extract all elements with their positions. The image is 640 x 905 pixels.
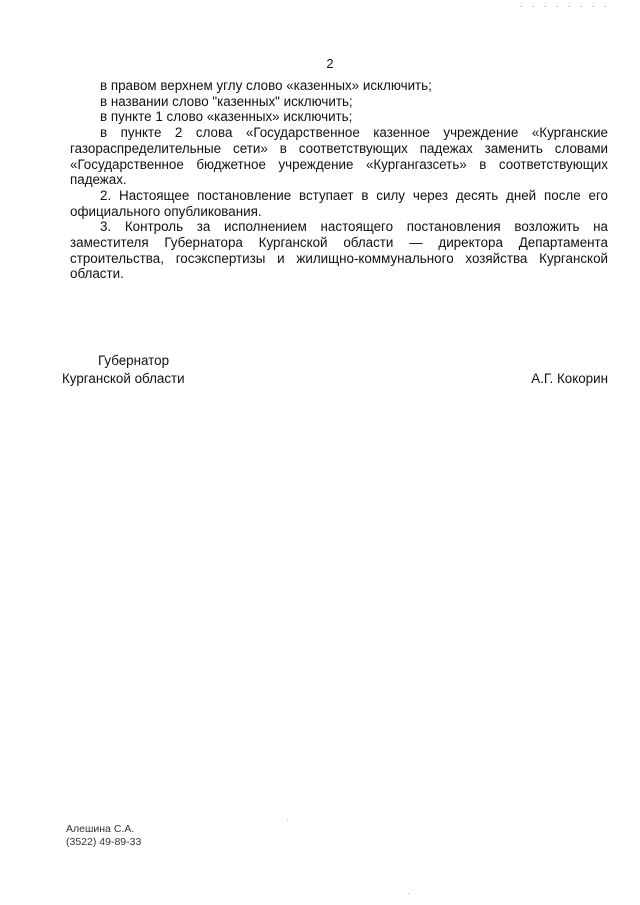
executor-footer bbox=[66, 823, 141, 849]
signatory-title-line-2: Курганской области bbox=[62, 371, 185, 386]
executor-phone: (3522) 49-89-33 bbox=[66, 836, 142, 848]
page-number: 2 bbox=[326, 56, 334, 71]
scan-artifact bbox=[520, 6, 610, 7]
paragraph-amend-top-corner: в правом верхнем углу слово «казенных» исключить; bbox=[100, 78, 432, 93]
paragraph-amend-title: в названии слово "казенных" исключить; bbox=[100, 93, 353, 109]
executor-name: Алешина С.А. bbox=[66, 823, 135, 835]
document-body bbox=[70, 78, 608, 282]
scan-artifact bbox=[408, 893, 409, 894]
paragraph-amend-point-1: в пункте 1 слово «казенных» исключить; bbox=[100, 109, 353, 125]
signature-block bbox=[62, 352, 608, 388]
signature-row bbox=[62, 370, 608, 388]
scan-artifact bbox=[287, 819, 288, 820]
paragraph-amend-point-2: в пункте 2 слова «Государственное казенное учреждение «Курганские газораспределительные сети» в соответствующих падежах заменить словами «Государственное бюджетное учреждение «Кургангазсеть» в соответствующих падежах. bbox=[70, 125, 608, 188]
signatory-title-line-1: Губернатор bbox=[98, 353, 170, 368]
paragraph-control: 3. Контроль за исполнением настоящего постановления возложить на заместителя Губернатора Курганской области — директора Департамента строительства, госэкспертизы и жилищно-коммунального хозяйства Курганской области. bbox=[70, 219, 608, 282]
signatory-name: А.Г. Кокорин bbox=[531, 371, 608, 386]
paragraph-entry-into-force: 2. Настоящее постановление вступает в силу через десять дней после его официального опубликования. bbox=[70, 187, 608, 219]
